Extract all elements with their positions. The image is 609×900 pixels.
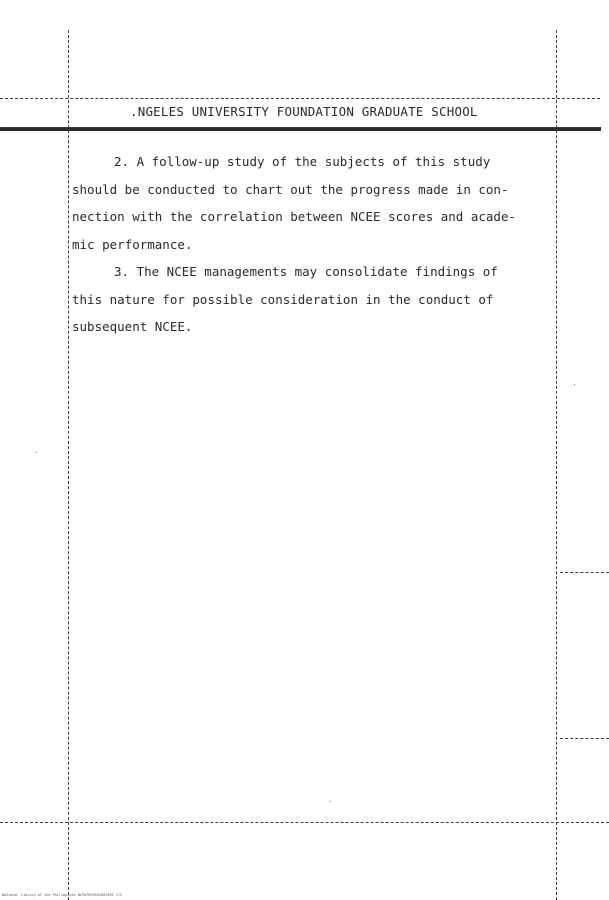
text-line: this nature for possible consideration in the conduct of: [72, 291, 494, 307]
header-underline-rule: [0, 127, 601, 131]
recommendations-body: [72, 148, 542, 341]
scan-speck: [330, 801, 331, 802]
text-line: should be conducted to chart out the progress made in con-: [72, 181, 509, 197]
bottom-rule: [0, 822, 609, 823]
right-margin-rule: [556, 30, 557, 900]
recommendation-3: [72, 258, 542, 341]
text-line: 3. The NCEE managements may consolidate findings of: [114, 264, 498, 279]
text-line: 2. A follow-up study of the subjects of this study: [114, 154, 491, 169]
scan-speck: [36, 452, 37, 453]
page-header-title: .NGELES UNIVERSITY FOUNDATION GRADUATE SCHOOL: [130, 104, 478, 119]
right-margin-tick: [560, 572, 609, 573]
text-line: mic performance.: [72, 236, 193, 252]
text-line: subsequent NCEE.: [72, 319, 193, 334]
scan-source-note: National Library of the Philippines NLP07893531001099 1/2: [2, 893, 123, 897]
left-margin-rule: [68, 30, 69, 900]
right-margin-tick-lower: [560, 738, 609, 739]
top-rule: [0, 98, 600, 99]
recommendation-2: [72, 148, 542, 258]
text-line: nection with the correlation between NCEE scores and acade-: [72, 209, 517, 224]
scan-speck: [574, 384, 575, 385]
